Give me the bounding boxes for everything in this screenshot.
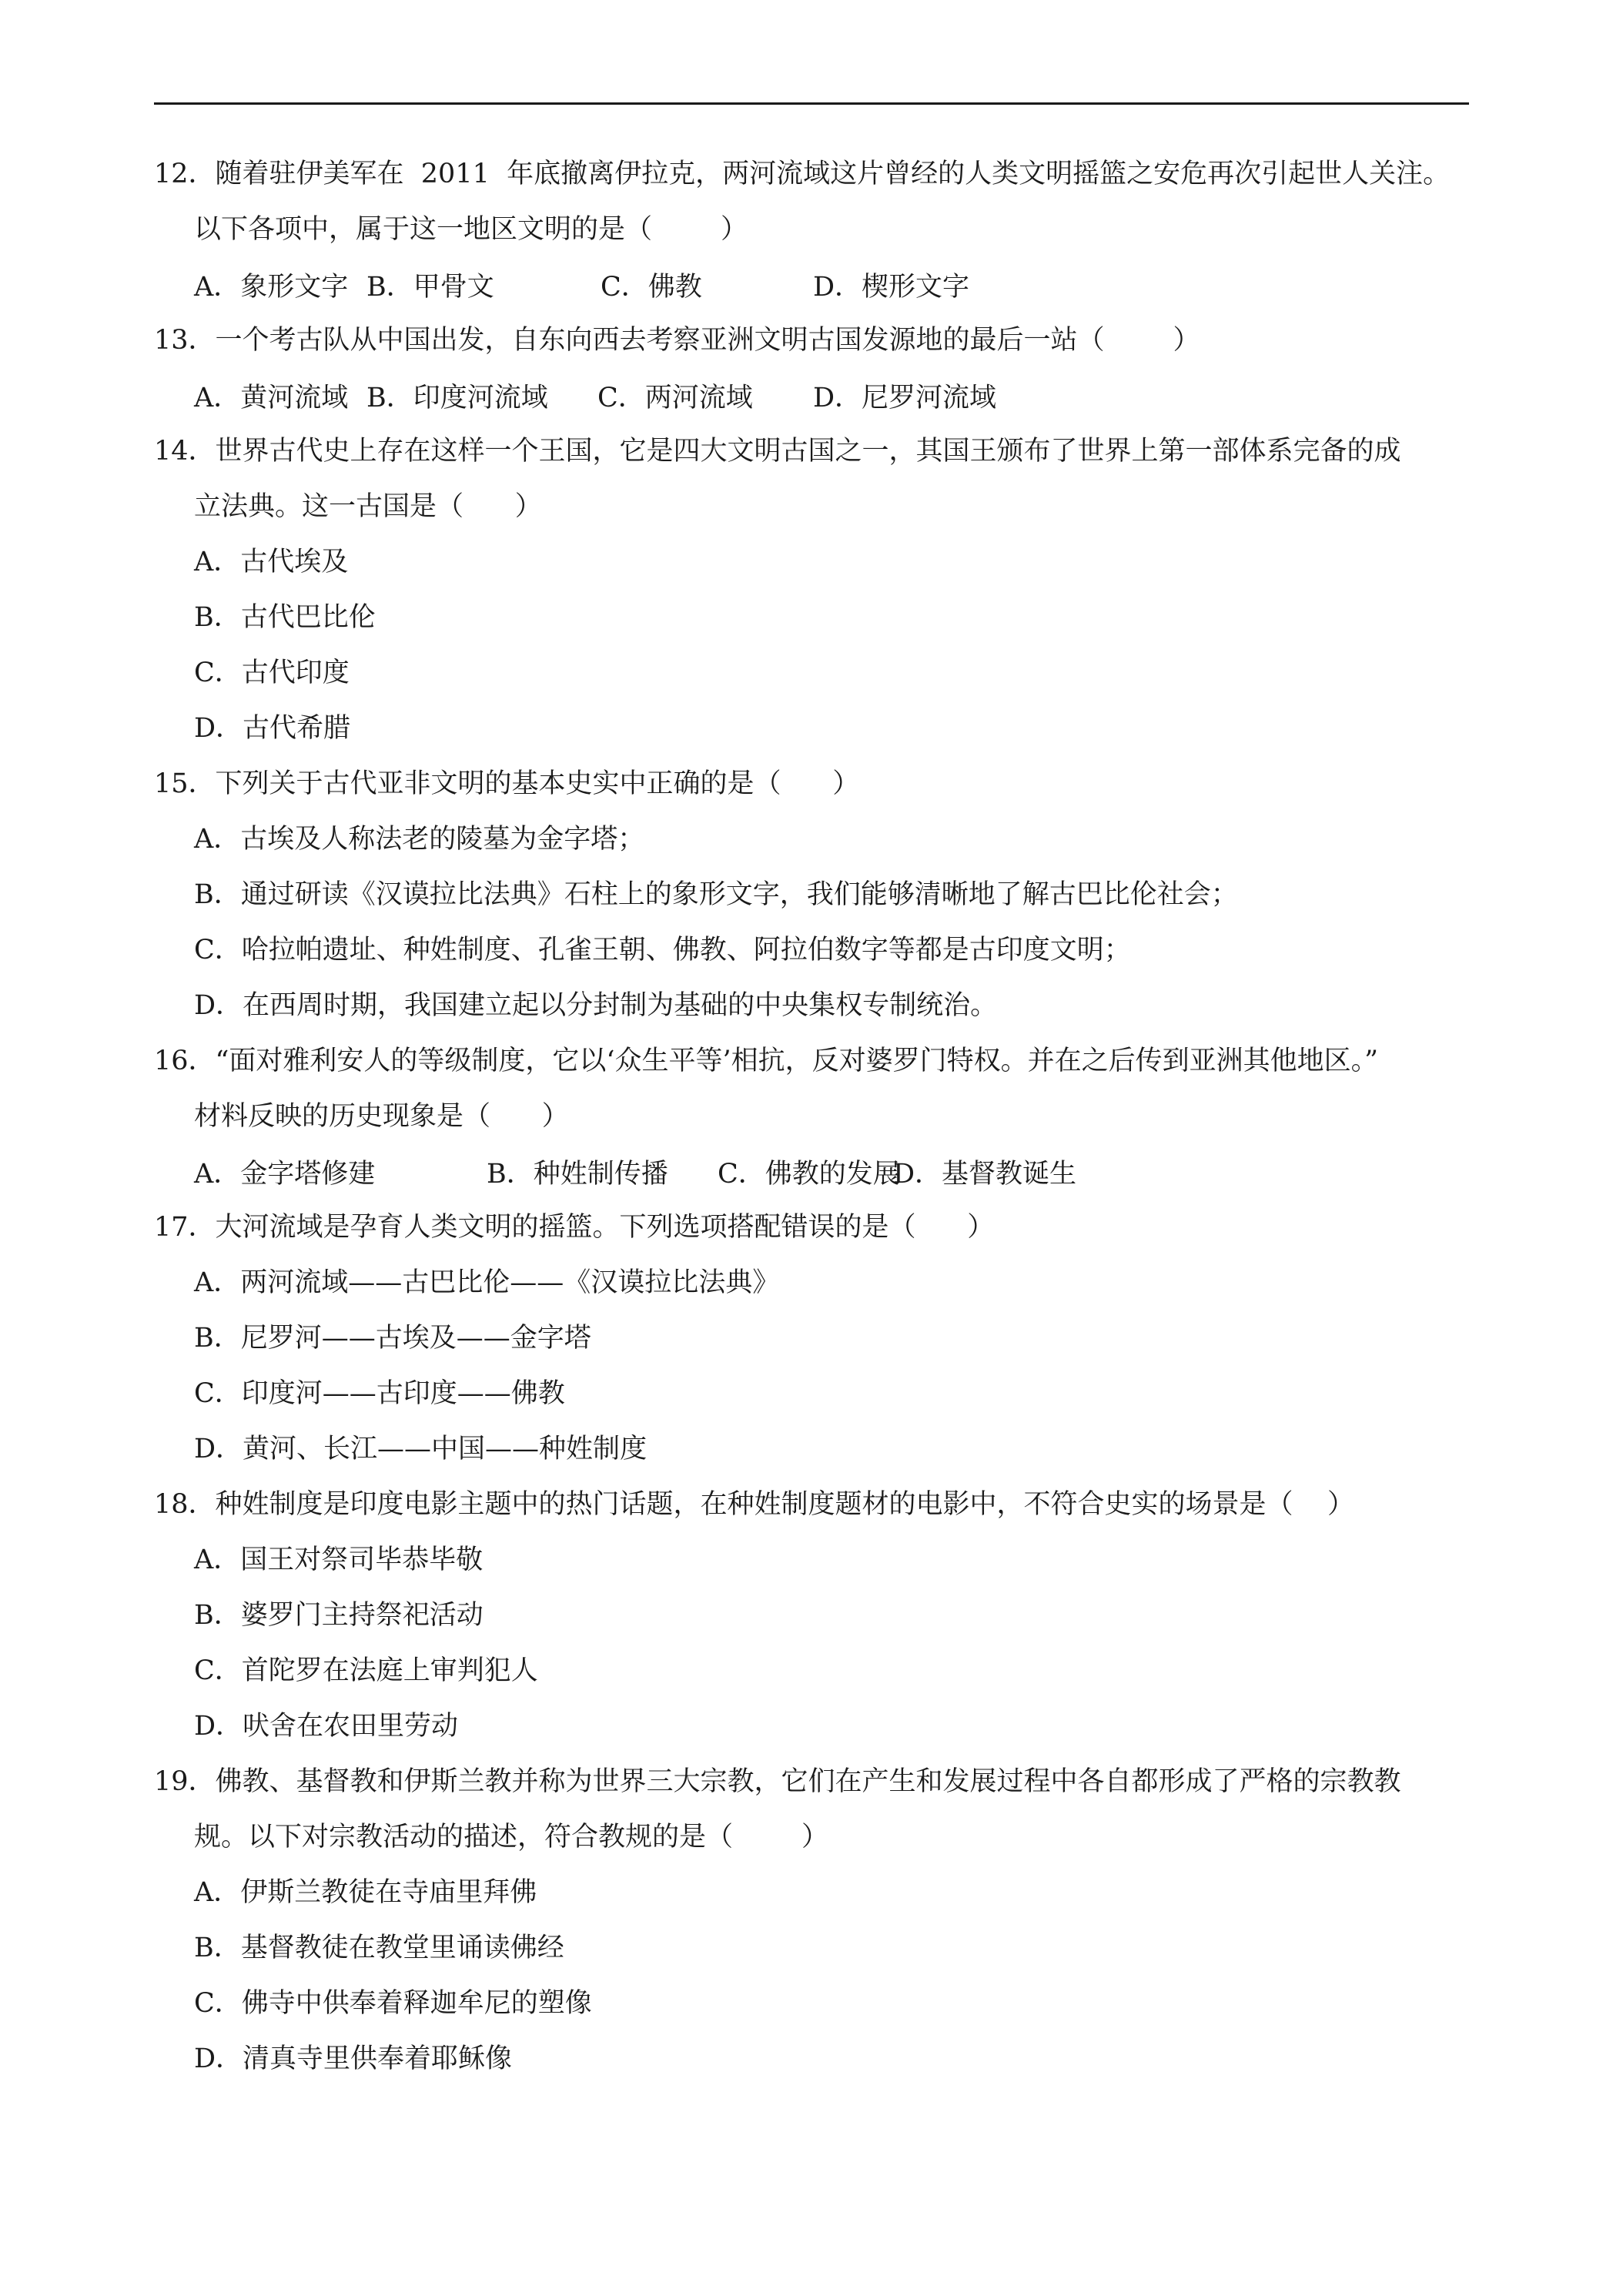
question-stem: 14．世界古代史上存在这样一个王国，它是四大文明古国之一，其国王颁布了世界上第一部体系完备的成 — [154, 436, 1401, 467]
option-a[interactable]: A．黄河流域 — [194, 383, 349, 413]
question-16 — [154, 1033, 1478, 1200]
question-12 — [154, 146, 1478, 313]
option-d[interactable]: D．古代希腊 — [194, 713, 351, 744]
option-b[interactable]: B．甲骨文 — [366, 272, 494, 303]
option-d[interactable]: D．基督教诞生 — [893, 1159, 1077, 1190]
option-b[interactable]: B．印度河流域 — [366, 383, 548, 413]
question-stem-continued: 材料反映的历史现象是（ ） — [194, 1101, 569, 1132]
option-c[interactable]: C．哈拉帕遗址、种姓制度、孔雀王朝、佛教、阿拉伯数字等都是古印度文明； — [194, 935, 1131, 966]
question-13 — [154, 313, 1478, 423]
question-stem-continued: 立法典。这一古国是（ ） — [194, 491, 542, 522]
question-stem: 19．佛教、基督教和伊斯兰教并称为世界三大宗教，它们在产生和发展过程中各自都形成了严格的宗教教 — [154, 1766, 1401, 1797]
question-list — [154, 146, 1478, 2087]
option-d[interactable]: D．尼罗河流域 — [813, 383, 997, 413]
option-b[interactable]: B．通过研读《汉谟拉比法典》石柱上的象形文字，我们能够清晰地了解古巴比伦社会； — [194, 879, 1238, 910]
options-row — [154, 368, 1478, 423]
option-b[interactable]: B．种姓制传播 — [487, 1159, 668, 1190]
option-b[interactable]: B．婆罗门主持祭祀活动 — [194, 1600, 484, 1631]
option-c[interactable]: C．首陀罗在法庭上审判犯人 — [194, 1655, 538, 1686]
option-c[interactable]: C．两河流域 — [597, 383, 753, 413]
header-rule — [154, 102, 1469, 105]
question-15 — [154, 756, 1478, 1033]
option-a[interactable]: A．古埃及人称法老的陵墓为金字塔； — [194, 824, 645, 855]
question-14 — [154, 423, 1478, 756]
option-a[interactable]: A．两河流域——古巴比伦——《汉谟拉比法典》 — [194, 1267, 780, 1298]
question-stem: 16．“面对雅利安人的等级制度，它以‘众生平等’相抗，反对婆罗门特权。并在之后传到亚洲其他地区。” — [154, 1046, 1379, 1076]
question-19 — [154, 1754, 1478, 2087]
option-b[interactable]: B．古代巴比伦 — [194, 602, 376, 633]
question-stem: 12．随着驻伊美军在 2011 年底撤离伊拉克，两河流域这片曾经的人类文明摇篮之安危再次引起世人关注。 — [154, 159, 1451, 189]
option-a[interactable]: A．国王对祭司毕恭毕敬 — [194, 1545, 484, 1575]
option-d[interactable]: D．楔形文字 — [813, 272, 970, 303]
question-stem-continued: 以下各项中，属于这一地区文明的是（ ） — [194, 214, 748, 245]
option-d[interactable]: D．清真寺里供奉着耶稣像 — [194, 2043, 513, 2074]
option-d[interactable]: D．黄河、长江——中国——种姓制度 — [194, 1434, 648, 1464]
question-stem: 13．一个考古队从中国出发，自东向西去考察亚洲文明古国发源地的最后一站（ ） — [154, 325, 1200, 356]
question-18 — [154, 1477, 1478, 1754]
option-d[interactable]: D．吠舍在农田里劳动 — [194, 1711, 459, 1742]
option-c[interactable]: C．印度河——古印度——佛教 — [194, 1378, 565, 1409]
option-c[interactable]: C．古代印度 — [194, 658, 350, 688]
option-a[interactable]: A．古代埃及 — [194, 547, 349, 577]
option-d[interactable]: D．在西周时期，我国建立起以分封制为基础的中央集权专制统治。 — [194, 990, 998, 1021]
option-a[interactable]: A．象形文字 — [194, 272, 349, 303]
options-row — [154, 1144, 1478, 1200]
option-c[interactable]: C．佛寺中供奉着释迦牟尼的塑像 — [194, 1988, 592, 2019]
options-row — [154, 257, 1478, 313]
option-c[interactable]: C．佛教的发展 — [718, 1159, 900, 1190]
option-a[interactable]: A．金字塔修建 — [194, 1159, 376, 1190]
question-stem: 17．大河流域是孕育人类文明的摇篮。下列选项搭配错误的是（ ） — [154, 1212, 995, 1243]
question-stem-continued: 规。以下对宗教活动的描述，符合教规的是（ ） — [194, 1822, 829, 1853]
option-b[interactable]: B．基督教徒在教堂里诵读佛经 — [194, 1933, 564, 1963]
option-b[interactable]: B．尼罗河——古埃及——金字塔 — [194, 1323, 591, 1354]
question-stem: 18．种姓制度是印度电影主题中的热门话题，在种姓制度题材的电影中，不符合史实的场景是（ ） — [154, 1489, 1355, 1520]
question-stem: 15．下列关于古代亚非文明的基本史实中正确的是（ ） — [154, 768, 860, 799]
option-a[interactable]: A．伊斯兰教徒在寺庙里拜佛 — [194, 1877, 537, 1908]
question-17 — [154, 1200, 1478, 1477]
option-c[interactable]: C．佛教 — [601, 272, 702, 303]
